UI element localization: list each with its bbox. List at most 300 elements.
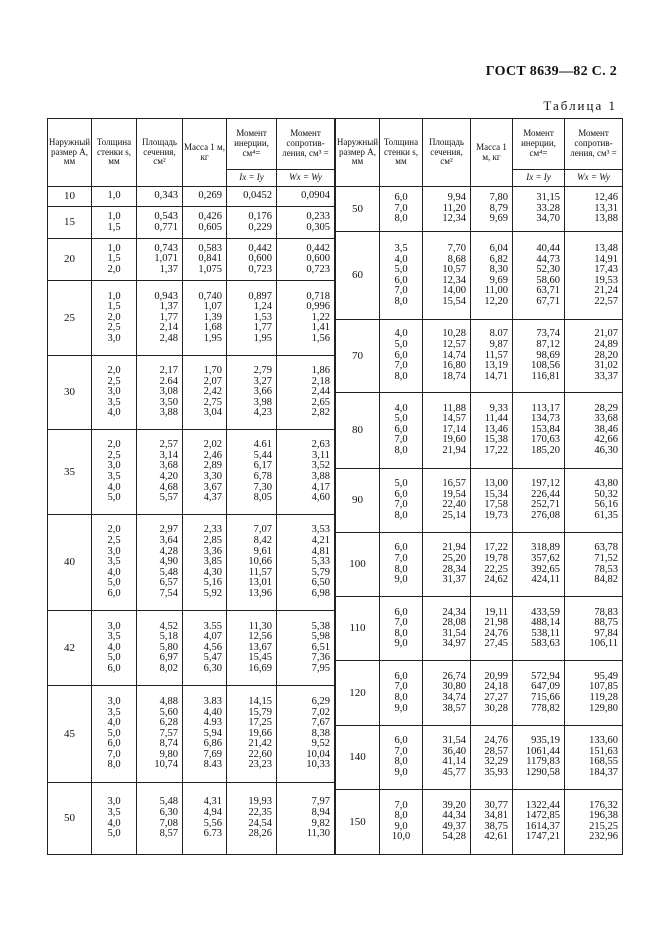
- cell-value: 42,66: [594, 434, 618, 446]
- cell-value: 24,76: [484, 627, 508, 639]
- cell-value: 7,30: [253, 481, 272, 493]
- cell-value: 2,44: [311, 386, 330, 398]
- cell-value: 8,0: [394, 445, 408, 457]
- cell-value: 6,0: [394, 274, 408, 286]
- cell-value: 14,15: [248, 695, 272, 707]
- col-area: Площадь сечения, см²: [137, 119, 183, 187]
- cell-value: 7,0: [394, 360, 408, 372]
- cell-value: 30,80: [442, 681, 466, 693]
- mass-cell: [183, 430, 227, 515]
- thickness-cell: [380, 187, 423, 232]
- thickness-cell: [380, 532, 423, 596]
- cell-value: 1,0: [107, 210, 121, 222]
- cell-value: 197,12: [531, 478, 560, 490]
- modulus-cell: [565, 320, 623, 392]
- cell-value: 7,70: [447, 242, 466, 254]
- cell-value: 45,77: [442, 766, 466, 778]
- cell-value: 6,28: [159, 717, 178, 729]
- cell-value: 63,71: [536, 285, 560, 297]
- area-cell: [137, 281, 183, 356]
- inertia-cell: [513, 320, 565, 392]
- table-row: [48, 207, 335, 239]
- cell-value: 9,69: [489, 213, 508, 225]
- mass-cell: [471, 532, 513, 596]
- cell-value: 2,14: [159, 322, 178, 334]
- mass-cell: [183, 515, 227, 611]
- cell-value: 34,81: [484, 810, 508, 822]
- modulus-cell: [565, 661, 623, 725]
- cell-value: 2,07: [203, 375, 222, 387]
- cell-value: 6,30: [159, 806, 178, 818]
- cell-value: 17,22: [484, 445, 508, 457]
- cell-value: 9,80: [159, 748, 178, 760]
- cell-value: 5,33: [311, 556, 330, 568]
- cell-value: 10,28: [442, 328, 466, 340]
- cell-value: 1,5: [107, 301, 121, 313]
- cell-value: 7,0: [394, 434, 408, 446]
- thickness-cell: [380, 789, 423, 854]
- cell-value: 1747,21: [525, 831, 560, 843]
- cell-value: 3,66: [253, 386, 272, 398]
- mass-cell: [183, 207, 227, 239]
- cell-value: 36,40: [442, 745, 466, 757]
- cell-value: 12,57: [442, 339, 466, 351]
- cell-value: 14,71: [484, 370, 508, 382]
- modulus-cell: [277, 281, 335, 356]
- cell-value: 8,74: [159, 738, 178, 750]
- cell-value: 2,42: [203, 386, 222, 398]
- modulus-cell: [565, 597, 623, 661]
- cell-value: 17,22: [484, 542, 508, 554]
- cell-value: 6,0: [394, 734, 408, 746]
- outer-size-cell: 10: [48, 187, 92, 207]
- cell-value: 9,69: [489, 274, 508, 286]
- cell-value: 2,5: [107, 322, 121, 334]
- cell-value: 3,68: [159, 460, 178, 472]
- cell-value: 7,80: [489, 192, 508, 204]
- cell-value: 19,73: [484, 509, 508, 521]
- cell-value: 4,0: [107, 566, 121, 578]
- cell-value: 2,79: [253, 365, 272, 377]
- cell-value: 38,46: [594, 423, 618, 435]
- cell-value: 8,02: [159, 662, 178, 674]
- outer-size-cell: 50: [48, 783, 92, 855]
- cell-value: 0,426: [198, 210, 222, 222]
- inertia-cell: [513, 725, 565, 789]
- cell-value: 538,11: [531, 627, 560, 639]
- cell-value: 8,0: [394, 627, 408, 639]
- cell-value: 95,49: [594, 670, 618, 682]
- cell-value: 12,34: [442, 213, 466, 225]
- cell-value: 2,0: [107, 439, 121, 451]
- cell-value: 7,69: [203, 748, 222, 760]
- left-table: [47, 118, 335, 855]
- cell-value: 17,43: [594, 264, 618, 276]
- cell-value: 10,57: [442, 264, 466, 276]
- cell-value: 9,0: [394, 820, 408, 832]
- modulus-cell: [277, 783, 335, 855]
- modulus-cell: [277, 356, 335, 430]
- cell-value: 3.83: [203, 695, 222, 707]
- cell-value: 715,66: [531, 691, 560, 703]
- cell-value: 170,63: [531, 434, 560, 446]
- cell-value: 4,23: [253, 407, 272, 419]
- cell-value: 23,23: [248, 759, 272, 771]
- cell-value: 3,36: [203, 545, 222, 557]
- cell-value: 10,0: [391, 831, 411, 843]
- cell-value: 4,21: [311, 535, 330, 547]
- cell-value: 8,38: [311, 727, 330, 739]
- cell-value: 24,18: [484, 681, 508, 693]
- table-row: [336, 661, 623, 725]
- cell-value: 34,97: [442, 638, 466, 650]
- cell-value: 84,82: [594, 574, 618, 586]
- cell-value: 4,60: [311, 492, 330, 504]
- cell-value: 7,0: [394, 681, 408, 693]
- cell-value: 0,723: [248, 263, 272, 275]
- cell-value: 4,90: [159, 556, 178, 568]
- cell-value: 73,74: [536, 328, 560, 340]
- cell-value: 5,47: [203, 652, 222, 664]
- cell-value: 7,0: [394, 552, 408, 564]
- cell-value: 6,17: [253, 460, 272, 472]
- table-row: [336, 725, 623, 789]
- cell-value: 2,63: [311, 439, 330, 451]
- cell-value: 0,740: [198, 290, 222, 302]
- cell-value: 22,57: [594, 295, 618, 307]
- cell-value: 113,17: [531, 402, 560, 414]
- cell-value: 13,88: [594, 213, 618, 225]
- inertia-cell: [227, 207, 277, 239]
- cell-value: 8,57: [159, 828, 178, 840]
- cell-value: 5,0: [394, 339, 408, 351]
- cell-value: 3,0: [107, 460, 121, 472]
- cell-value: 2,0: [107, 263, 121, 275]
- inertia-cell: [227, 515, 277, 611]
- table-row: [336, 789, 623, 854]
- inertia-cell: [513, 392, 565, 468]
- table-row: [48, 430, 335, 515]
- cell-value: 2,85: [203, 535, 222, 547]
- col-inertia: Момент инерции, см⁴=: [227, 119, 277, 170]
- col-outer-size: Наружный размер A, мм: [48, 119, 92, 187]
- area-cell: [423, 597, 471, 661]
- outer-size-cell: 150: [336, 789, 380, 854]
- cell-value: 2,33: [203, 524, 222, 536]
- mass-cell: [183, 611, 227, 686]
- cell-value: 4,40: [203, 706, 222, 718]
- table-caption: Таблица 1: [543, 98, 617, 113]
- cell-value: 3,5: [107, 556, 121, 568]
- cell-value: 24,54: [248, 817, 272, 829]
- mass-cell: [471, 661, 513, 725]
- cell-value: 6,86: [203, 738, 222, 750]
- cell-value: 38,57: [442, 702, 466, 714]
- cell-value: 5,48: [159, 796, 178, 808]
- thickness-cell: [92, 430, 137, 515]
- thickness-cell: [92, 611, 137, 686]
- area-cell: [423, 532, 471, 596]
- cell-value: 11,44: [484, 413, 508, 425]
- cell-value: 2,5: [107, 535, 121, 547]
- cell-value: 13,19: [484, 360, 508, 372]
- cell-value: 10,04: [306, 748, 330, 760]
- col-modulus-sub: Wx = Wy: [277, 170, 335, 187]
- table-row: [336, 232, 623, 320]
- cell-value: 1,37: [159, 301, 178, 313]
- cell-value: 3,27: [253, 375, 272, 387]
- cell-value: 5,0: [394, 478, 408, 490]
- cell-value: 1,22: [311, 311, 330, 323]
- modulus-cell: [277, 430, 335, 515]
- cell-value: 6,0: [394, 192, 408, 204]
- cell-value: 1,0: [107, 242, 121, 254]
- cell-value: 4,0: [107, 641, 121, 653]
- cell-value: 49,37: [442, 820, 466, 832]
- cell-value: 22,40: [442, 499, 466, 511]
- cell-value: 7,57: [159, 727, 178, 739]
- mass-cell: [471, 789, 513, 854]
- cell-value: 176,32: [589, 799, 618, 811]
- cell-value: 6,0: [394, 542, 408, 554]
- inertia-cell: [227, 783, 277, 855]
- modulus-cell: [565, 232, 623, 320]
- cell-value: 0,996: [306, 301, 330, 313]
- cell-value: 935,19: [531, 734, 560, 746]
- table-row: [48, 187, 335, 207]
- outer-size-cell: 25: [48, 281, 92, 356]
- cell-value: 3,0: [107, 796, 121, 808]
- cell-value: 14,57: [442, 413, 466, 425]
- cell-value: 7,0: [107, 748, 121, 760]
- cell-value: 2,5: [107, 375, 121, 387]
- thickness-cell: [380, 392, 423, 468]
- cell-value: 1,071: [154, 253, 178, 265]
- mass-cell: [183, 783, 227, 855]
- cell-value: 8,0: [394, 509, 408, 521]
- area-cell: [423, 232, 471, 320]
- cell-value: 2,57: [159, 439, 178, 451]
- cell-value: 8,0: [394, 691, 408, 703]
- mass-cell: [471, 187, 513, 232]
- cell-value: 5,0: [107, 577, 121, 589]
- inertia-cell: [513, 468, 565, 532]
- cell-value: 1,5: [107, 221, 121, 233]
- cell-value: 31,02: [594, 360, 618, 372]
- cell-value: 3,67: [203, 481, 222, 493]
- cell-value: 3,0: [107, 695, 121, 707]
- inertia-cell: [513, 789, 565, 854]
- cell-value: 97,84: [594, 627, 618, 639]
- cell-value: 2,17: [159, 365, 178, 377]
- cell-value: 3,88: [311, 471, 330, 482]
- thickness-cell: [92, 187, 137, 207]
- cell-value: 232,96: [589, 831, 618, 843]
- cell-value: 6,0: [107, 587, 121, 599]
- cell-value: 4,0: [107, 407, 121, 419]
- table-row: [336, 320, 623, 392]
- inertia-cell: [513, 232, 565, 320]
- cell-value: 26,74: [442, 670, 466, 682]
- cell-value: 1,5: [107, 253, 121, 265]
- cell-value: 5,57: [159, 492, 178, 504]
- outer-size-cell: 35: [48, 430, 92, 515]
- cell-value: 2,0: [107, 524, 121, 536]
- cell-value: 4.61: [253, 439, 272, 451]
- cell-value: 1,37: [159, 263, 178, 275]
- cell-value: 129,80: [589, 702, 618, 714]
- table-row: [336, 597, 623, 661]
- cell-value: 14,00: [442, 285, 466, 297]
- cell-value: 20,99: [484, 670, 508, 682]
- cell-value: 9,0: [394, 638, 408, 650]
- cell-value: 7,0: [394, 617, 408, 629]
- cell-value: 5,0: [107, 727, 121, 739]
- cell-value: 4,37: [203, 492, 222, 504]
- inertia-cell: [227, 611, 277, 686]
- col-modulus: Момент сопротивления, см³ =: [277, 119, 335, 170]
- cell-value: 0,229: [248, 221, 272, 233]
- inertia-cell: [513, 661, 565, 725]
- cell-value: 6,98: [311, 587, 330, 599]
- table-row: [48, 686, 335, 783]
- cell-value: 5,0: [107, 492, 121, 504]
- cell-value: 4,56: [203, 641, 222, 653]
- cell-value: 1061,44: [525, 745, 560, 757]
- cell-value: 22,35: [248, 806, 272, 818]
- thickness-cell: [380, 597, 423, 661]
- cell-value: 108,56: [531, 360, 560, 372]
- cell-value: 3,88: [159, 407, 178, 419]
- modulus-cell: [565, 468, 623, 532]
- cell-value: 4,17: [311, 481, 330, 493]
- cell-value: 9,94: [447, 192, 466, 204]
- cell-value: 11,20: [442, 202, 466, 214]
- mass-cell: [471, 597, 513, 661]
- cell-value: 4,07: [203, 631, 222, 643]
- cell-value: 3,0: [107, 386, 121, 398]
- cell-value: 5,56: [203, 817, 222, 829]
- cell-value: 16,80: [442, 360, 466, 372]
- cell-value: 3,0: [107, 545, 121, 557]
- cell-value: 2,48: [159, 332, 178, 344]
- cell-value: 19,53: [594, 274, 618, 286]
- cell-value: 0,305: [306, 221, 330, 233]
- col-inertia-sub: Ix = Iy: [227, 170, 277, 187]
- cell-value: 196,38: [589, 810, 618, 822]
- outer-size-cell: 30: [48, 356, 92, 430]
- cell-value: 1290,58: [525, 766, 560, 778]
- cell-value: 88,75: [594, 617, 618, 629]
- cell-value: 107,85: [589, 681, 618, 693]
- page-header: ГОСТ 8639—82 С. 2: [485, 64, 617, 79]
- cell-value: 3,30: [203, 471, 222, 482]
- col-outer-size-right: Наружный размер A, мм: [336, 119, 380, 187]
- cell-value: 0,841: [198, 253, 222, 265]
- thickness-cell: [92, 239, 137, 281]
- cell-value: 35,93: [484, 766, 508, 778]
- inertia-cell: [227, 686, 277, 783]
- cell-value: 5,16: [203, 577, 222, 589]
- cell-value: 184,37: [589, 766, 618, 778]
- cell-value: 21,98: [484, 617, 508, 629]
- cell-value: 43,80: [594, 478, 618, 490]
- area-cell: [423, 392, 471, 468]
- cell-value: 17,25: [248, 717, 272, 729]
- cell-value: 16,69: [248, 662, 272, 674]
- cell-value: 13,31: [594, 202, 618, 214]
- cell-value: 31,54: [442, 627, 466, 639]
- cell-value: 3,52: [311, 460, 330, 472]
- cell-value: 12,56: [248, 631, 272, 643]
- cell-value: 22,60: [248, 748, 272, 760]
- modulus-cell: [277, 686, 335, 783]
- outer-size-cell: 50: [336, 187, 380, 232]
- cell-value: 9,0: [394, 766, 408, 778]
- table-row: [336, 187, 623, 232]
- mass-cell: [471, 392, 513, 468]
- cell-value: 19,78: [484, 552, 508, 564]
- cell-value: 2,97: [159, 524, 178, 536]
- col-inertia-right: Момент инерции, см⁴=: [513, 119, 565, 170]
- cell-value: 8,68: [447, 253, 466, 265]
- cell-value: 7,54: [159, 587, 178, 599]
- cell-value: 33,68: [594, 413, 618, 425]
- cell-value: 0,583: [198, 242, 222, 254]
- cell-value: 5,0: [107, 828, 121, 840]
- thickness-cell: [92, 686, 137, 783]
- cell-value: 0,0904: [301, 190, 330, 202]
- cell-value: 0,176: [248, 210, 272, 222]
- cell-value: 13,48: [594, 242, 618, 254]
- cell-value: 1,95: [203, 332, 222, 344]
- cell-value: 21,94: [442, 542, 466, 554]
- thickness-cell: [380, 661, 423, 725]
- cell-value: 12,34: [442, 274, 466, 286]
- cell-value: 7,07: [253, 524, 272, 536]
- cell-value: 41,14: [442, 756, 466, 768]
- cell-value: 3,5: [394, 242, 408, 254]
- cell-value: 28,26: [248, 828, 272, 840]
- thickness-cell: [92, 207, 137, 239]
- cell-value: 2,46: [203, 449, 222, 461]
- col-modulus-right: Момент сопротивления, см³ =: [565, 119, 623, 170]
- cell-value: 34,74: [442, 691, 466, 703]
- cell-value: 3,0: [107, 620, 121, 632]
- cell-value: 8,0: [394, 756, 408, 768]
- cell-value: 7,0: [394, 285, 408, 297]
- cell-value: 25,20: [442, 552, 466, 564]
- cell-value: 78,83: [594, 606, 618, 618]
- outer-size-cell: 60: [336, 232, 380, 320]
- cell-value: 9,61: [253, 545, 272, 557]
- cell-value: 0,897: [248, 290, 272, 302]
- cell-value: 21,42: [248, 738, 272, 750]
- cell-value: 1,56: [311, 332, 330, 344]
- cell-value: 1,24: [253, 301, 272, 313]
- cell-value: 40,44: [536, 242, 560, 254]
- cell-value: 14,74: [442, 349, 466, 361]
- cell-value: 6,0: [107, 662, 121, 674]
- cell-value: 3,5: [107, 396, 121, 408]
- cell-value: 8.07: [489, 328, 508, 340]
- cell-value: 6,0: [394, 423, 408, 435]
- cell-value: 34,70: [536, 213, 560, 225]
- cell-value: 3,04: [203, 407, 222, 419]
- cell-value: 4,28: [159, 545, 178, 557]
- cell-value: 392,65: [531, 563, 560, 575]
- cell-value: 488,14: [531, 617, 560, 629]
